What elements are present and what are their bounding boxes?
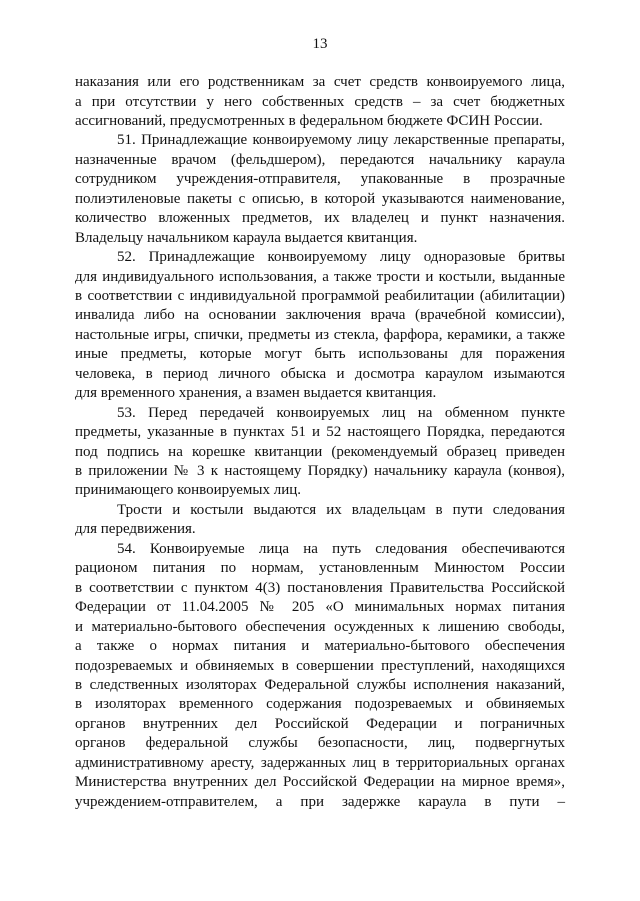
text-line: в приложении № 3 к настоящему Порядку) начальнику караула (конвоя), xyxy=(75,463,565,479)
text-line: предметы, указанные в пунктах 51 и 52 настоящего Порядка, передаются xyxy=(75,424,565,441)
text-line: рационом питания по нормам, установленным Минюстом России xyxy=(75,560,565,577)
text-line: настольные игры, спички, предметы из стекла, фарфора, керамики, а также xyxy=(75,326,565,343)
text-line: Министерства внутренних дел Российской Федерации на мирное время», xyxy=(75,774,565,791)
text-line: иные предметы, которые могут быть использованы для поражения xyxy=(75,346,565,363)
text-line: сотрудником учреждения-отправителя, упакованные в прозрачные xyxy=(75,171,565,188)
text-line: органов федеральной службы безопасности, лиц, подвергнутых xyxy=(75,735,565,752)
text-line: в изоляторах временного содержания подозреваемых и обвиняемых xyxy=(75,696,565,713)
text-line: и материально-бытового обеспечения осужденных к лишению свободы, xyxy=(75,618,565,635)
text-line: в соответствии с индивидуальной программой реабилитации (абилитации) xyxy=(75,287,565,304)
text-line: 53. Перед передачей конвоируемых лиц на обменном пункте xyxy=(117,404,565,421)
text-line: для индивидуального использования, а также трости и костыли, выданные xyxy=(75,268,565,285)
text-line: инвалида либо на основании заключения врача (врачебной комиссии), xyxy=(75,307,565,324)
text-line: 52. Принадлежащие конвоируемому лицу одноразовые бритвы xyxy=(117,249,565,265)
text-line: 54. Конвоируемые лица на путь следования обеспечиваются xyxy=(117,540,565,557)
text-line: назначенные врачом (фельдшером), передаются начальнику караула xyxy=(75,151,565,168)
text-line: для временного хранения, а взамен выдается квитанция. xyxy=(75,385,437,402)
text-line: наказания или его родственникам за счет средств конвоируемого лица, xyxy=(75,74,565,90)
text-line: а при отсутствии у него собственных средств – за счет бюджетных xyxy=(75,93,565,110)
text-line: Федерации от 11.04.2005 № 205 «О минимальных нормах питания xyxy=(75,599,565,616)
text-line: органов внутренних дел Российской Федерации и пограничных xyxy=(75,715,565,732)
text-line: ассигнований, предусмотренных в федеральном бюджете ФСИН России. xyxy=(75,112,543,129)
text-line: Трости и костыли выдаются их владельцам в пути следования xyxy=(117,501,565,518)
text-line: административному аресту, задержанных лиц в территориальных органах xyxy=(75,754,565,771)
text-line: а также о нормах питания и материально-бытового обеспечения xyxy=(75,638,565,654)
text-line: учреждением-отправителем, а при задержке караула в пути – xyxy=(75,793,565,810)
text-line: принимающего конвоируемых лиц. xyxy=(75,482,302,499)
text-line: под подпись на корешке квитанции (рекомендуемый образец приведен xyxy=(75,443,565,460)
text-line: Владельцу начальником караула выдается квитанция. xyxy=(75,229,418,246)
text-line: полиэтиленовые пакеты с описью, в которой указываются наименование, xyxy=(75,190,565,207)
page-number: 13 xyxy=(312,36,328,52)
text-line: количество вложенных предметов, их владелец и пункт назначения. xyxy=(75,210,565,227)
text-line: в соответствии с пунктом 4(3) постановления Правительства Российской xyxy=(75,579,565,596)
text-line: в следственных изоляторах Федеральной службы исполнения наказаний, xyxy=(75,676,565,693)
text-line: подозреваемых и обвиняемых в совершении преступлений, находящихся xyxy=(75,657,565,674)
text-line: человека, в период личного обыска и досмотра караулом изымаются xyxy=(75,365,565,382)
text-line: 51. Принадлежащие конвоируемому лицу лекарственные препараты, xyxy=(117,132,565,149)
text-line: для передвижения. xyxy=(75,521,196,538)
